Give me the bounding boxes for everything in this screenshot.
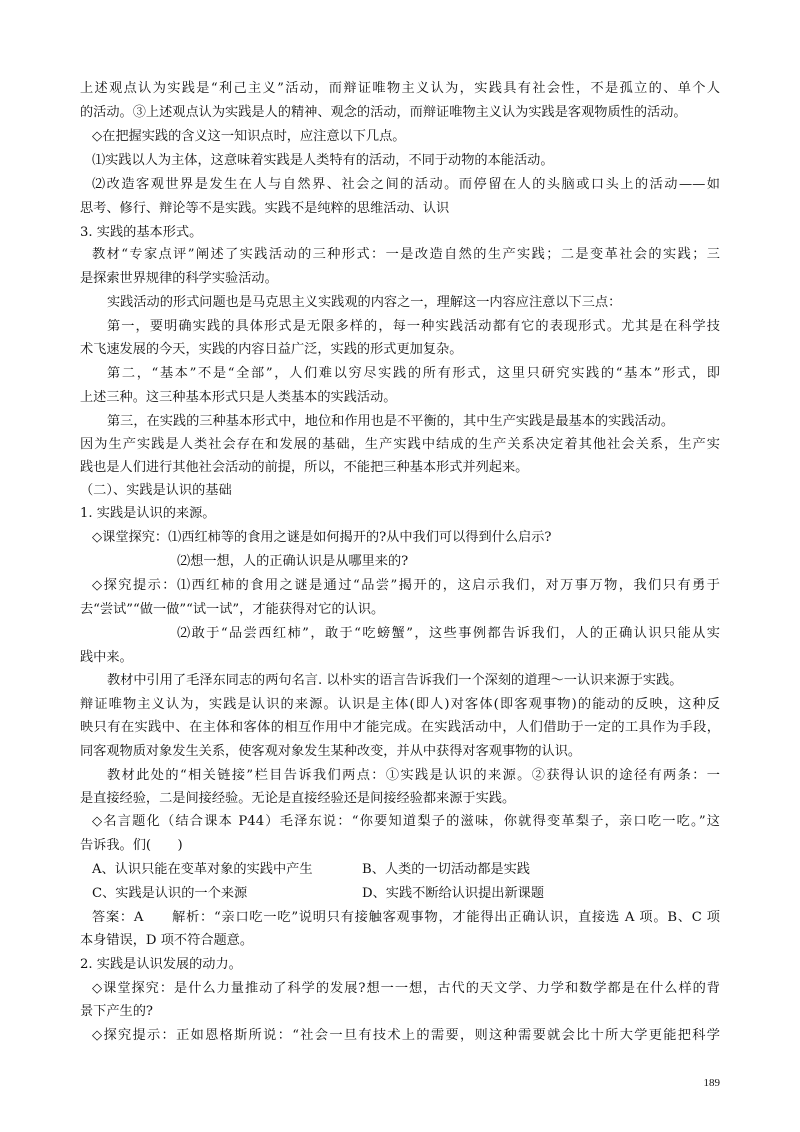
text-line: 术飞速发展的今天，实践的内容日益广泛，实践的形式更加复杂。 <box>80 342 463 357</box>
text-line: ⑵敢于“品尝西红柿”，敢于“吃螃蟹”，这些事例都告诉我们，人的正确认识只能从实 <box>177 626 720 641</box>
question-line: 告诉我。们( ) <box>80 838 183 853</box>
text-line: 因为生产实践是人类社会存在和发展的基础，生产实践中结成的生产关系决定着其他社会关系，生产实 <box>80 437 720 452</box>
option-b: B、人类的一切活动都是实践 <box>362 862 530 877</box>
text-line: 上述观点认为实践是“利己主义”活动，而辩证唯物主义认为，实践具有社会性，不是孤立的、单个人 <box>80 81 720 96</box>
text-line: ◇探究提示：⑴西红柿的食用之谜是通过“品尝”揭开的，这启示我们，对万事万物，我们只有勇于 <box>92 578 720 593</box>
subsection-heading: 1. 实践是认识的来源。 <box>80 506 216 521</box>
text-line: ⑵想一想，人的正确认识是从哪里来的? <box>177 554 409 569</box>
text-line: ◇课堂探究：⑴西红柿等的食用之谜是如何揭开的?从中我们可以得到什么启示? <box>92 530 552 545</box>
text-line: 教材此处的“相关链接”栏目告诉我们两点：①实践是认识的来源。②获得认识的途径有两条：一 <box>107 768 720 783</box>
page-number: 189 <box>703 1077 720 1089</box>
text-line: 践中来。 <box>80 650 133 665</box>
text-line: ◇探究提示：正如恩格斯所说：“社会一旦有技术上的需要，则这种需要就会比十所大学更能把科学 <box>92 1028 720 1043</box>
text-line: ⑴实践以人为主体，这意味着实践是人类特有的活动，不同于动物的本能活动。 <box>92 153 554 168</box>
text-line: 实践活动的形式问题也是马克思主义实践观的内容之一，理解这一内容应注意以下三点： <box>107 295 622 310</box>
answer-line: 本身错误，D 项不符合题意。 <box>80 933 254 948</box>
text-line: 第二，“基本”不是“全部”，人们难以穷尽实践的所有形式，这里只研究实践的“基本”形式，即 <box>107 366 720 381</box>
text-line: 思考、修行、辩论等不是实践。实践不是纯粹的思维活动、认识 <box>80 201 450 216</box>
section-heading: （二）、实践是认识的基础 <box>80 483 232 498</box>
text-line: ◇课堂探究：是什么力量推动了科学的发展?想一一想，古代的天文学、力学和数学都是在什么样的背 <box>92 981 720 996</box>
text-line: 教材中引用了毛泽东同志的两句名言. 以朴实的语言告诉我们一个深刻的道理～一认识来源于实践。 <box>107 673 683 688</box>
text-line: 践也是人们进行其他社会活动的前提，所以，不能把三种基本形式并列起来。 <box>80 460 529 475</box>
text-line: 映只有在实践中、在主体和客体的相互作用中才能完成。在实践活动中，人们借助于一定的工具作为手段， <box>80 720 720 735</box>
option-d: D、实践不断给认识提出新课题 <box>362 886 545 901</box>
text-line: 第三，在实践的三种基本形式中，地位和作用也是不平衡的，其中生产实践是最基本的实践活动。 <box>107 414 675 429</box>
answer-line: 答案：A 解析：“亲口吃一吃”说明只有接触客观事物，才能得出正确认识，直接选 A 项。B、C 项 <box>92 910 720 925</box>
text-line: 教材“专家点评”阐述了实践活动的三种形式：一是改造自然的生产实践；二是变革社会的实践；三 <box>92 247 720 262</box>
text-line: 辩证唯物主义认为，实践是认识的来源。认识是主体(即人)对客体(即客观事物)的能动的反映，这种反 <box>80 697 720 712</box>
text-line: 同客观物质对象发生关系，使客观对象发生某种改变，并从中获得对客观事物的认识。 <box>80 744 582 759</box>
text-line: 的活动。③上述观点认为实践是人的精神、观念的活动，而辩证唯物主义认为实践是客观物质性的活动。 <box>80 105 687 120</box>
text-line: ◇在把握实践的含义这一知识点时，应注意以下几点。 <box>92 129 406 144</box>
text-line: 是探索世界规律的科学实验活动。 <box>80 271 278 286</box>
text-line: 去“尝试”“做一做”“试一试”，才能获得对它的认识。 <box>80 602 385 617</box>
text-line: ⑵改造客观世界是发生在人与自然界、社会之间的活动。而停留在人的头脑或口头上的活动——如 <box>92 177 720 192</box>
text-line: 上述三种。这三种基本形式只是人类基本的实践活动。 <box>80 390 397 405</box>
subsection-heading: 2. 实践是认识发展的动力。 <box>80 957 242 972</box>
text-line: 第一，要明确实践的具体形式是无限多样的，每一种实践活动都有它的表现形式。尤其是在科学技 <box>107 319 720 334</box>
text-line: 景下产生的? <box>80 1004 154 1019</box>
question-line: ◇名言题化（结合课本 P44）毛泽东说：“你要知道梨子的滋味，你就得变革梨子，亲口吃一吃。”这 <box>92 814 720 829</box>
option-a: A、认识只能在变革对象的实践中产生 <box>92 862 313 877</box>
option-c: C、实践是认识的一个来源 <box>92 886 248 901</box>
section-heading: 3. 实践的基本形式。 <box>80 225 203 240</box>
text-line: 是直接经验，二是间接经验。无论是直接经验还是间接经验都来源于实践。 <box>80 791 516 806</box>
